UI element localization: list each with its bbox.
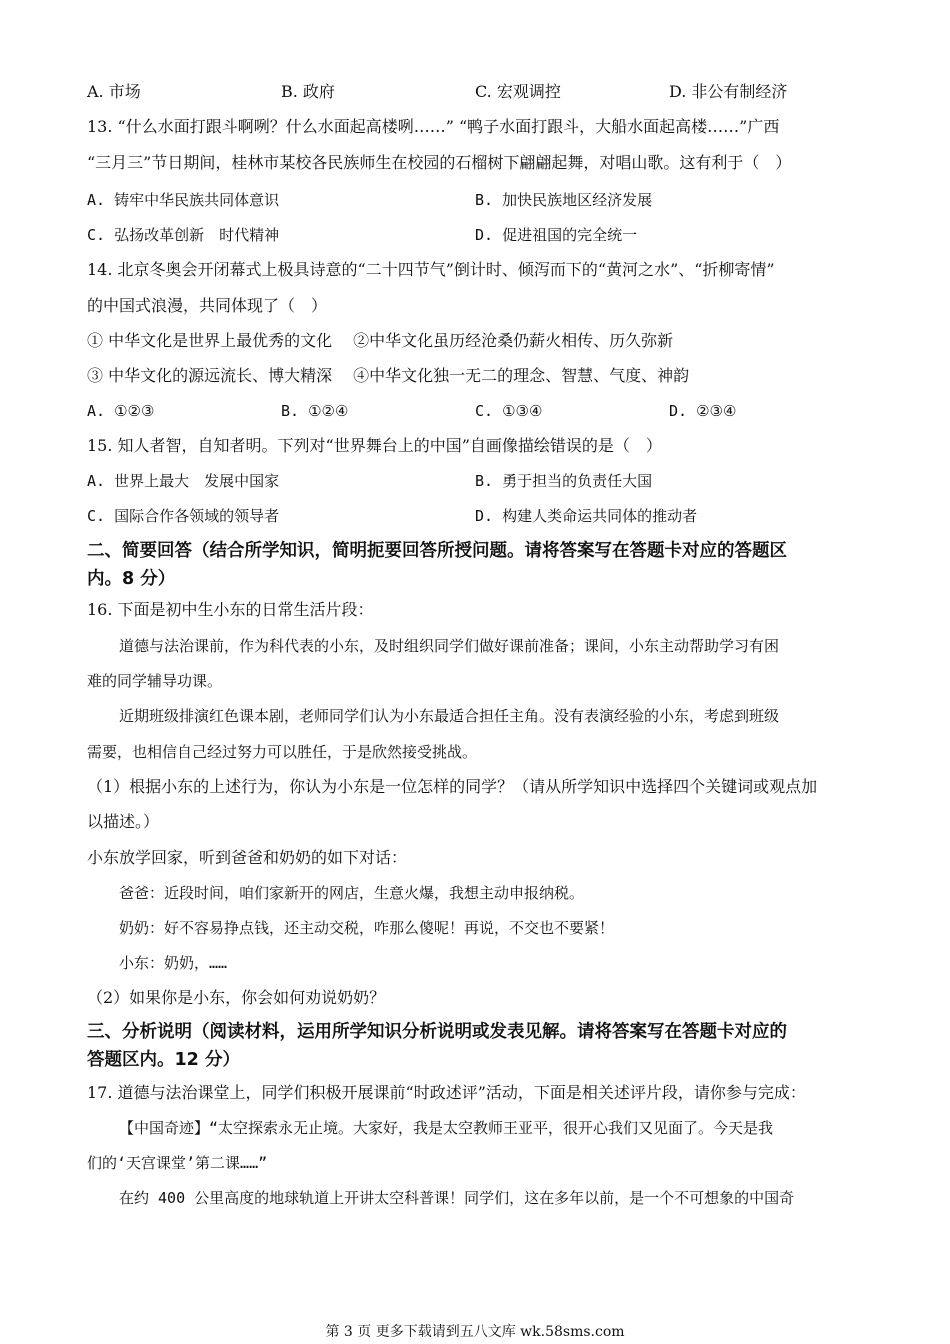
- q13-option-d: D. 促进祖国的完全统一: [475, 226, 638, 244]
- q14-statements-line2: ③ 中华文化的源远流长、博大精深 ④中华文化独一无二的理念、智慧、气度、神韵: [87, 366, 690, 385]
- section2-title-line2: 内。8 分）: [87, 569, 176, 589]
- q15-option-a: A. 世界上最大 发展中国家: [87, 472, 280, 490]
- q13-option-b: B. 加快民族地区经济发展: [475, 191, 653, 209]
- q15-stem: 15. 知人者智，自知者明。下列对“世界舞台上的中国”自画像描绘错误的是（ ）: [87, 436, 662, 455]
- q16-dialog-dad: 爸爸：近段时间，咱们家新开的网店，生意火爆，我想主动申报纳税。: [119, 884, 585, 902]
- q16-sub1-line2: 以描述。）: [87, 812, 160, 831]
- q15-option-b: B. 勇于担当的负责任大国: [475, 472, 653, 490]
- q15-option-d: D. 构建人类命运共同体的推动者: [475, 507, 698, 525]
- page-footer: 第 3 页 更多下载请到五八文库 wk.58sms.com: [325, 1324, 625, 1340]
- q14-option-b: B. ①②④: [281, 402, 349, 420]
- q14-option-c: C. ①③④: [475, 402, 543, 420]
- q17-para1-line2: 们的‘天宫课堂’第二课……”: [87, 1154, 268, 1172]
- q17-intro: 17. 道德与法治课堂上，同学们积极开展课前“时政述评”活动，下面是相关述评片段，请你参与完成：: [87, 1083, 806, 1102]
- section3-title-line2: 答题区内。12 分）: [87, 1050, 240, 1070]
- q13-option-c: C. 弘扬改革创新 时代精神: [87, 226, 280, 244]
- q16-intro: 16. 下面是初中生小东的日常生活片段：: [87, 600, 374, 619]
- q14-stem-line1: 14. 北京冬奥会开闭幕式上极具诗意的“二十四节气”倒计时、倾泻而下的“黄河之水”、“折柳寄情”: [87, 260, 775, 279]
- q12-option-d: D. 非公有制经济: [669, 82, 788, 101]
- q13-option-a: A. 铸牢中华民族共同体意识: [87, 191, 280, 209]
- q17-para1-line1: 【中国奇迹】“太空探索永无止境。大家好，我是太空教师王亚平，很开心我们又见面了。今天是我: [119, 1119, 774, 1137]
- q16-sub1-line1: （1）根据小东的上述行为，你认为小东是一位怎样的同学？（请从所学知识中选择四个关键词或观点加: [87, 777, 818, 796]
- q13-stem-line2: “三月三”节日期间，桂林市某校各民族师生在校园的石榴树下翩翩起舞，对唱山歌。这有利于（ ）: [87, 153, 792, 172]
- section3-title-line1: 三、分析说明（阅读材料，运用所学知识分析说明或发表见解。请将答案写在答题卡对应的: [87, 1022, 787, 1042]
- q14-statements-line1: ① 中华文化是世界上最优秀的文化 ②中华文化虽历经沧桑仍薪火相传、历久弥新: [87, 331, 674, 350]
- q15-option-c: C. 国际合作各领域的领导者: [87, 507, 280, 525]
- q16-para1-line2: 难的同学辅导功课。: [87, 672, 223, 690]
- q17-para2-line1: 在约 400 公里高度的地球轨道上开讲太空科普课！同学们，这在多年以前，是一个不可想象的中国奇: [119, 1189, 795, 1207]
- q16-para2-line2: 需要，也相信自己经过努力可以胜任，于是欣然接受挑战。: [87, 743, 478, 761]
- q12-option-c: C. 宏观调控: [475, 82, 561, 101]
- q14-option-a: A. ①②③: [87, 402, 155, 420]
- q16-dialog-xiaodong: 小东：奶奶，……: [119, 954, 228, 972]
- q14-option-d: D. ②③④: [669, 402, 737, 420]
- q13-stem-line1: 13. “什么水面打跟斗啊咧？什么水面起高楼咧……” “鸭子水面打跟斗，大船水面起高楼……”广西: [87, 117, 780, 136]
- q14-stem-line2: 的中国式浪漫，共同体现了（ ）: [87, 296, 328, 315]
- section2-title-line1: 二、简要回答（结合所学知识，简明扼要回答所授问题。请将答案写在答题卡对应的答题区: [87, 541, 787, 561]
- q16-para2-line1: 近期班级排演红色课本剧，老师同学们认为小东最适合担任主角。没有表演经验的小东，考虑到班级: [119, 707, 780, 725]
- q12-option-b: B. 政府: [281, 82, 335, 101]
- q16-dialog-intro: 小东放学回家，听到爸爸和奶奶的如下对话：: [87, 848, 408, 867]
- q16-sub2: （2）如果你是小东，你会如何劝说奶奶？: [87, 988, 386, 1007]
- q16-para1-line1: 道德与法治课前，作为科代表的小东，及时组织同学们做好课前准备；课间，小东主动帮助学习有困: [119, 637, 780, 655]
- q12-option-a: A. 市场: [87, 82, 141, 101]
- q16-dialog-grandma: 奶奶：好不容易挣点钱，还主动交税，咋那么傻呢！再说，不交也不要紧！: [119, 919, 615, 937]
